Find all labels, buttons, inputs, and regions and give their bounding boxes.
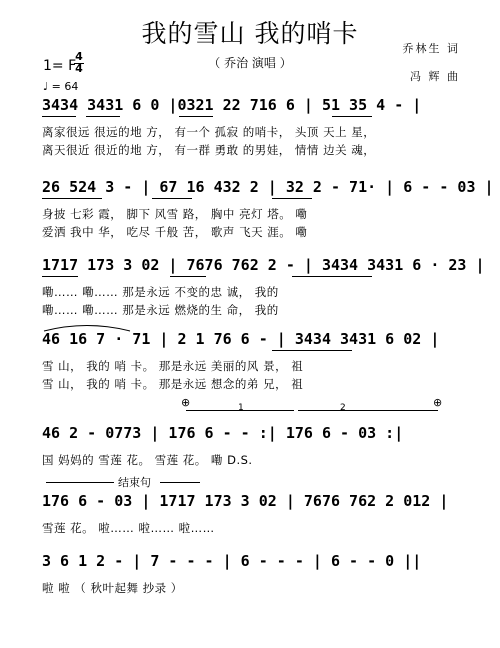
performer-line: （ 乔治 演唱 ） bbox=[208, 56, 292, 70]
lyricist-credit: 乔林生 词 bbox=[402, 42, 460, 55]
volta-number-2: 2 bbox=[340, 403, 346, 413]
beam-line bbox=[42, 198, 102, 199]
beam-line bbox=[152, 198, 192, 199]
time-signature-bottom: 4 bbox=[75, 62, 83, 75]
beam-line bbox=[86, 116, 120, 117]
key-signature: 1= F bbox=[43, 58, 77, 74]
lyric-line: 国 妈妈的 雪莲 花。 雪莲 花。 嘞 D.S. bbox=[42, 453, 253, 467]
coda-bracket bbox=[46, 482, 114, 483]
notation-line: 46 2 - 0773 | 176 6 - - :| 176 6 - 03 :| bbox=[42, 424, 404, 442]
staff-row-5 bbox=[42, 424, 454, 468]
beam-line bbox=[272, 350, 352, 351]
beam-line bbox=[272, 198, 312, 199]
lyric-verse-1: 离家很远 很远的地 方， 有一个 孤寂 的哨卡， 头顶 天上 星， bbox=[42, 125, 376, 139]
lyric-verse-2: 雪 山， 我的 哨 卡。 那是永远 想念的弟 兄， 祖 bbox=[42, 377, 304, 391]
beam-line bbox=[332, 116, 372, 117]
composer-credit: 冯 辉 曲 bbox=[410, 70, 460, 83]
coda-label: 结束句 bbox=[118, 476, 151, 489]
staff-row-7 bbox=[42, 552, 454, 596]
beam-line bbox=[292, 276, 372, 277]
lyric-verse-2: 嘞…… 嘞…… 那是永远 燃烧的生 命， 我的 bbox=[42, 303, 279, 317]
volta-number-1: 1 bbox=[238, 403, 244, 413]
beam-line bbox=[179, 116, 213, 117]
lyric-verse-1: 嘞…… 嘞…… 那是永远 不变的忠 诚， 我的 bbox=[42, 285, 279, 299]
segno-mark-2: ⊕ bbox=[433, 396, 443, 409]
lyric-line: 啦 啦 （ 秋叶起舞 抄录 ） bbox=[42, 581, 183, 595]
notation-line: 1717 173 3 02 | 7676 762 2 - | 3434 3431 6 · 23 | bbox=[42, 256, 485, 274]
beam-line bbox=[42, 276, 78, 277]
staff-row-1 bbox=[42, 96, 454, 160]
notation-line: 3434 3431 6 0 |0321 22 716 6 | 51 35 4 - | bbox=[42, 96, 422, 114]
staff-row-6 bbox=[42, 492, 454, 536]
notation-line: 46 16 7 · 71 | 2 1 76 6 - | 3434 3431 6 02 | bbox=[42, 330, 440, 348]
notation-line: 176 6 - 03 | 1717 173 3 02 | 7676 762 2 012 | bbox=[42, 492, 449, 510]
notation-line: 26 524 3 - | 67 16 432 2 | 32 2 - 71· | 6 - - 03 | bbox=[42, 178, 494, 196]
staff-row-3 bbox=[42, 256, 485, 320]
beam-line bbox=[170, 276, 206, 277]
lyric-line: 雪莲 花。 啦…… 啦…… 啦…… bbox=[42, 521, 215, 535]
lyric-verse-1: 雪 山， 我的 哨 卡。 那是永远 美丽的风 景， 祖 bbox=[42, 359, 304, 373]
time-signature-top: 4 bbox=[75, 50, 83, 63]
time-signature bbox=[74, 52, 84, 74]
staff-row-2 bbox=[42, 178, 494, 242]
song-title: 我的雪山 我的哨卡 bbox=[141, 19, 359, 48]
beam-line bbox=[42, 116, 76, 117]
segno-mark-1: ⊕ bbox=[181, 396, 191, 409]
coda-bracket bbox=[160, 482, 200, 483]
lyric-verse-2: 爱洒 我中 华， 吃尽 千般 苦， 歌声 飞天 涯。 嘞 bbox=[42, 225, 308, 239]
volta-bracket-2 bbox=[298, 410, 438, 411]
staff-row-4 bbox=[42, 330, 454, 394]
lyric-verse-1: 身披 七彩 霞， 脚下 风雪 路， 胸中 亮灯 塔。 嘞 bbox=[42, 207, 308, 221]
lyric-verse-2: 离天很近 很近的地 方， 有一群 勇敢 的男娃， 情情 边关 魂， bbox=[42, 143, 376, 157]
tempo-marking: ♩ = 64 bbox=[43, 80, 79, 93]
notation-line: 3 6 1 2 - | 7 - - - | 6 - - - | 6 - - 0 || bbox=[42, 552, 422, 570]
